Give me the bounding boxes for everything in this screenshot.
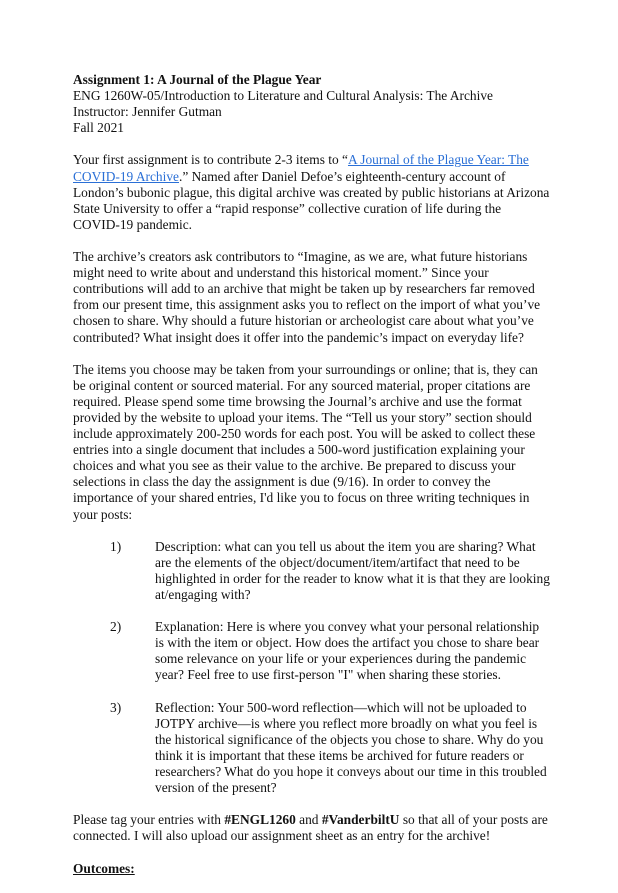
tagging-text: Please tag your entries with bbox=[73, 812, 225, 828]
assignment-title: Assignment 1: A Journal of the Plague Year bbox=[73, 72, 322, 87]
list-number: 3) bbox=[110, 699, 122, 715]
intro-text-after: .” Named after Daniel Defoe’s eighteenth-century account of London’s bubonic plague, this digital archive was created by public historians at Arizona State University to offer a “rapid response” collective curation of life during the COVID-19 pandemic. bbox=[73, 168, 550, 232]
archive-link[interactable]: A Journal of the Plague Year: The COVID-19 Archive bbox=[73, 152, 529, 184]
document-header bbox=[73, 72, 551, 136]
instructor-line: Instructor: Jennifer Gutman bbox=[73, 104, 222, 120]
outcomes-heading: Outcomes: bbox=[73, 860, 135, 876]
list-text: Description: what can you tell us about the item you are sharing? What are the elements of the object/document/item/artifact that need to be highlighted in order for the reader to know what it is that they are looking at/engaging with? bbox=[155, 538, 550, 602]
intro-text-before: Your first assignment is to contribute 2-3 items to “ bbox=[73, 152, 348, 168]
tag-engl1260: #ENGL1260 bbox=[224, 812, 296, 828]
list-text: Reflection: Your 500-word reflection—which will not be uploaded to JOTPY archive—is where you reflect more broadly on what you feel is the historical significance of the objects you chose to share. Why do you think it is important that these items be archived for future readers or researchers? What do you hope it conveys about our time in this troubled version of the present? bbox=[155, 699, 547, 796]
tagging-paragraph bbox=[73, 812, 551, 844]
list-item bbox=[73, 539, 551, 603]
list-number: 1) bbox=[110, 538, 122, 554]
tag-vanderbiltu: #VanderbiltU bbox=[321, 812, 400, 828]
paragraph-archive-creators: The archive’s creators ask contributors to “Imagine, as we are, what future historians might need to write about and understand this historical moment.” Since your contributions will add to an archive that might be taken up by researchers far removed from our present time, this assignment asks you to reflect on the import of what you’ve chosen to share. Why should a future historian or archeologist care about what you’ve contributed? What insight does it offer into the pandemic’s impact on everyday life? bbox=[73, 249, 541, 345]
tagging-text: and bbox=[295, 812, 322, 828]
intro-paragraph bbox=[73, 152, 551, 232]
list-item bbox=[73, 619, 551, 683]
document-page bbox=[73, 72, 551, 893]
tagging-text: so that all of your posts are connected. I will also upload our assignment sheet as an entry for the archive! bbox=[73, 812, 548, 844]
term-line: Fall 2021 bbox=[73, 120, 124, 136]
list-text: Explanation: Here is where you convey what your personal relationship is with the item or object. How does the artifact you chose to share bear some relevance on your life or your experiences during the pandemic year? Feel free to use first-person "I" when sharing these stories. bbox=[155, 619, 540, 683]
paragraph-items: The items you choose may be taken from your surroundings or online; that is, they can be original content or sourced material. For any sourced material, proper citations are required. Please spend some time browsing the Journal’s archive and use the format provided by the website to upload your items. The “Tell us your story” section should include approximately 200-250 words for each post. You will be asked to collect these entries into a single document that includes a 500-word justification explaining your choices and what you see as their value to the archive. Be prepared to discuss your selections in class the day the assignment is due (9/16). In order to convey the importance of your shared entries, I'd like you to focus on three writing techniques in your posts: bbox=[73, 361, 538, 522]
list-item bbox=[73, 700, 551, 797]
list-number: 2) bbox=[110, 619, 122, 635]
course-line: ENG 1260W-05/Introduction to Literature and Cultural Analysis: The Archive bbox=[73, 88, 493, 104]
techniques-list bbox=[73, 539, 551, 797]
